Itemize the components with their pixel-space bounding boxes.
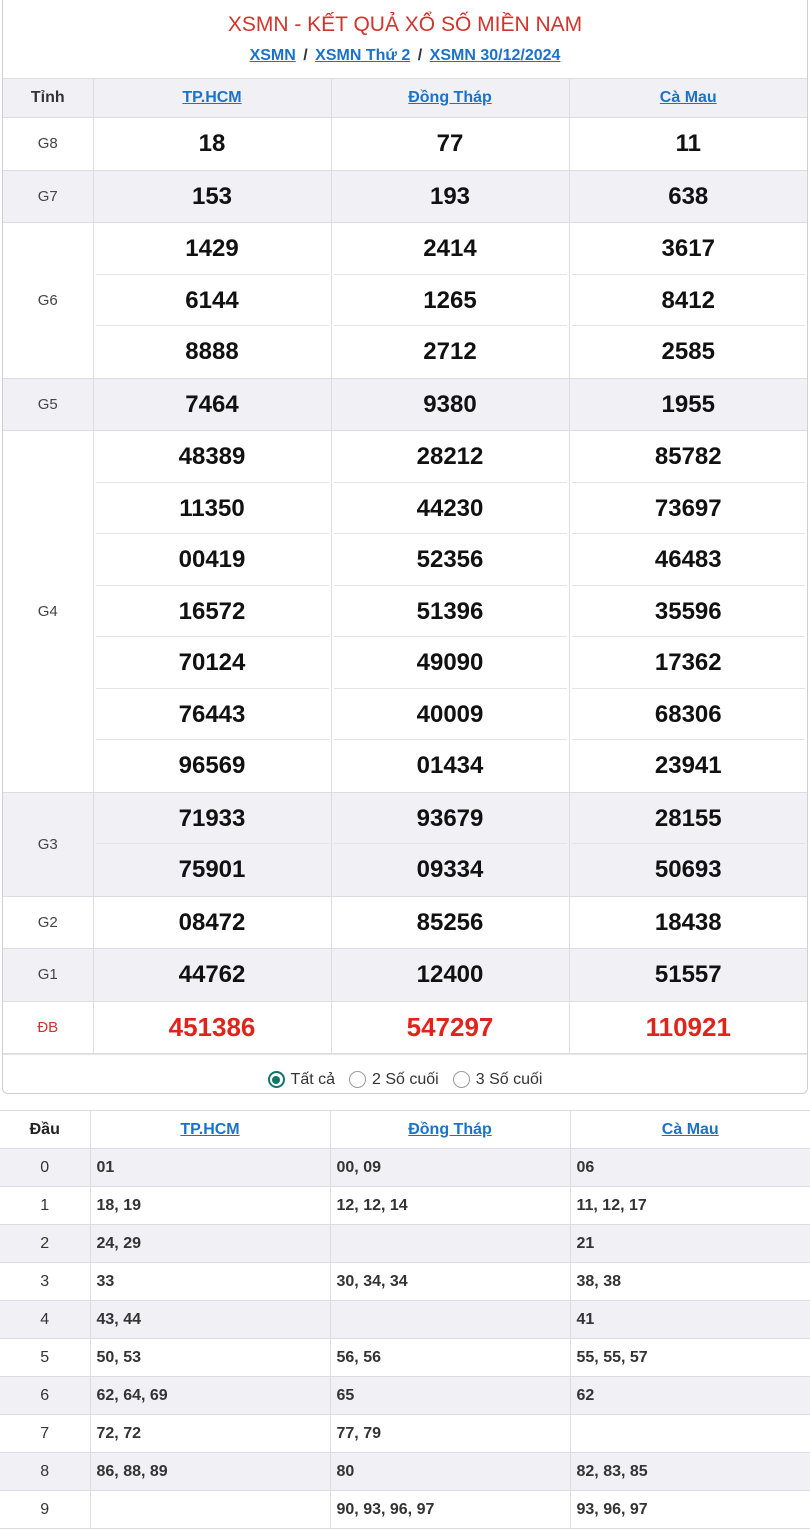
dau-values: 00, 09 — [330, 1149, 570, 1187]
dau-table — [0, 1110, 810, 1529]
dau-values: 72, 72 — [90, 1415, 330, 1453]
prize-number: 52356 — [334, 534, 567, 586]
prize-number: 16572 — [96, 586, 329, 638]
prize-number: 23941 — [654, 752, 722, 779]
prize-number: 50693 — [654, 856, 722, 883]
prize-cell — [93, 118, 331, 171]
dau-body — [0, 1149, 810, 1529]
prize-number: 11350 — [96, 483, 329, 535]
prize-number: 18 — [198, 130, 226, 157]
dau-digit: 6 — [0, 1377, 90, 1415]
dau-values: 62 — [570, 1377, 810, 1415]
prize-cell — [569, 118, 807, 171]
prize-cell — [93, 949, 331, 1002]
prize-label: G5 — [3, 378, 93, 431]
dau-values: 86, 88, 89 — [90, 1453, 330, 1491]
prize-number: 44230 — [334, 483, 567, 535]
dau-values: 18, 19 — [90, 1187, 330, 1225]
breadcrumb-separator: / — [417, 47, 423, 64]
prize-cell — [331, 1001, 569, 1054]
prize-number: 1955 — [661, 390, 715, 418]
dau-column-header: Đầu — [0, 1111, 90, 1149]
prize-cell — [331, 792, 569, 896]
prize-number: 18438 — [654, 908, 722, 936]
prize-number: 11 — [675, 130, 701, 157]
prize-row — [3, 1001, 807, 1054]
dau-province-link-dong-thap[interactable]: Đồng Tháp — [408, 1120, 492, 1138]
prize-number: 75901 — [178, 856, 246, 883]
prize-number: 1429 — [96, 223, 329, 275]
prize-cell — [331, 949, 569, 1002]
prize-number: 9380 — [423, 390, 477, 418]
dau-values: 21 — [570, 1225, 810, 1263]
prize-label: ĐB — [3, 1001, 93, 1054]
prize-cell — [569, 431, 807, 793]
dau-row — [0, 1339, 810, 1377]
dau-values: 77, 79 — [330, 1415, 570, 1453]
dau-values: 80 — [330, 1453, 570, 1491]
prize-number: 73697 — [572, 483, 806, 535]
dau-digit: 9 — [0, 1491, 90, 1529]
dau-values — [90, 1491, 330, 1529]
results-header-row — [3, 79, 807, 118]
prize-row — [3, 949, 807, 1002]
page-title: XSMN - KẾT QUẢ XỔ SỐ MIỀN NAM — [227, 13, 583, 36]
dau-digit: 8 — [0, 1453, 90, 1491]
prize-label: G1 — [3, 949, 93, 1002]
prize-cell — [569, 792, 807, 896]
dau-header-ca-mau — [570, 1111, 810, 1149]
dau-values: 55, 55, 57 — [570, 1339, 810, 1377]
dau-values: 50, 53 — [90, 1339, 330, 1377]
dau-values: 30, 34, 34 — [330, 1263, 570, 1301]
breadcrumb — [3, 46, 807, 66]
dau-row — [0, 1187, 810, 1225]
radio-button[interactable] — [349, 1071, 366, 1088]
prize-number: 17362 — [572, 637, 806, 689]
prize-cell — [93, 170, 331, 223]
breadcrumb-link-xsmn-weekday[interactable]: XSMN Thứ 2 — [315, 47, 411, 64]
results-table — [3, 78, 807, 1054]
prize-cell — [331, 170, 569, 223]
breadcrumb-link-xsmn-date[interactable]: XSMN 30/12/2024 — [429, 47, 561, 64]
prize-number: 6144 — [96, 275, 329, 327]
dau-digit: 0 — [0, 1149, 90, 1187]
dau-values: 33 — [90, 1263, 330, 1301]
prize-cell — [93, 223, 331, 379]
prize-label: G6 — [3, 223, 93, 379]
special-prize-number: 547297 — [406, 1011, 494, 1042]
dau-values: 01 — [90, 1149, 330, 1187]
prize-cell — [331, 223, 569, 379]
prize-number: 09334 — [416, 856, 484, 883]
prize-label: G3 — [3, 792, 93, 896]
dau-values: 65 — [330, 1377, 570, 1415]
prize-cell — [569, 949, 807, 1002]
province-header-ca-mau — [569, 79, 807, 118]
prize-cell — [93, 896, 331, 949]
prize-number: 1265 — [334, 275, 567, 327]
radio-button[interactable] — [268, 1071, 285, 1088]
dau-values — [570, 1415, 810, 1453]
prize-number: 2585 — [661, 338, 715, 365]
prize-number: 85782 — [572, 431, 806, 483]
dau-province-link-ca-mau[interactable]: Cà Mau — [661, 1120, 719, 1138]
prize-number: 71933 — [96, 793, 329, 845]
dau-row — [0, 1453, 810, 1491]
dau-row — [0, 1149, 810, 1187]
dau-values: 24, 29 — [90, 1225, 330, 1263]
breadcrumb-link-xsmn[interactable]: XSMN — [249, 47, 296, 64]
prize-number: 51557 — [654, 961, 722, 988]
prize-row — [3, 170, 807, 223]
filter-option-label: 2 Số cuối — [372, 1070, 439, 1088]
dau-row — [0, 1301, 810, 1339]
prize-number: 08472 — [178, 908, 246, 936]
prize-row — [3, 378, 807, 431]
dau-values — [330, 1301, 570, 1339]
prize-cell — [569, 170, 807, 223]
prize-number: 96569 — [178, 752, 246, 779]
prize-number: 46483 — [572, 534, 806, 586]
dau-digit: 4 — [0, 1301, 90, 1339]
prize-row — [3, 896, 807, 949]
special-prize-number: 451386 — [168, 1011, 256, 1042]
filter-option-label: 3 Số cuối — [475, 1070, 543, 1088]
prize-cell — [93, 1001, 331, 1054]
prize-number: 85256 — [416, 908, 484, 936]
prize-number: 28212 — [334, 431, 567, 483]
dau-values: 38, 38 — [570, 1263, 810, 1301]
dau-digit: 1 — [0, 1187, 90, 1225]
prize-cell — [569, 1001, 807, 1054]
prize-label: G8 — [3, 118, 93, 171]
province-link-dong-thap[interactable]: Đồng Tháp — [408, 89, 492, 106]
dau-province-link-tphcm[interactable]: TP.HCM — [180, 1120, 240, 1138]
prize-number: 8888 — [185, 338, 239, 365]
dau-values: 12, 12, 14 — [330, 1187, 570, 1225]
prize-cell — [93, 792, 331, 896]
province-link-ca-mau[interactable]: Cà Mau — [659, 89, 717, 106]
dau-values: 93, 96, 97 — [570, 1491, 810, 1529]
dau-digit: 7 — [0, 1415, 90, 1453]
prize-cell — [331, 431, 569, 793]
dau-values: 62, 64, 69 — [90, 1377, 330, 1415]
prize-cell — [93, 378, 331, 431]
dau-digit: 2 — [0, 1225, 90, 1263]
dau-row — [0, 1263, 810, 1301]
prize-number: 68306 — [572, 689, 806, 741]
filter-option[interactable] — [349, 1071, 439, 1089]
results-card — [2, 0, 808, 1094]
prize-row — [3, 431, 807, 793]
prize-number: 193 — [429, 182, 471, 210]
prize-number: 49090 — [334, 637, 567, 689]
dau-row — [0, 1225, 810, 1263]
prize-number: 8412 — [572, 275, 806, 327]
prize-cell — [569, 378, 807, 431]
prize-number: 638 — [668, 182, 709, 210]
prize-number: 28155 — [572, 793, 806, 845]
prize-number: 153 — [191, 182, 233, 210]
prize-number: 01434 — [416, 752, 484, 779]
prize-cell — [569, 223, 807, 379]
prize-number: 77 — [436, 130, 464, 157]
prize-label: G2 — [3, 896, 93, 949]
breadcrumb-separator: / — [303, 47, 308, 64]
filter-option[interactable] — [268, 1071, 335, 1089]
digit-filter — [3, 1054, 807, 1104]
prize-number: 35596 — [572, 586, 806, 638]
radio-button[interactable] — [453, 1071, 470, 1088]
province-header-tphcm — [93, 79, 331, 118]
prize-cell — [331, 378, 569, 431]
province-column-header: Tỉnh — [3, 79, 93, 118]
prize-number: 44762 — [178, 961, 246, 988]
filter-option[interactable] — [453, 1071, 543, 1089]
dau-values: 43, 44 — [90, 1301, 330, 1339]
prize-row — [3, 118, 807, 171]
province-link-tphcm[interactable]: TP.HCM — [182, 89, 242, 106]
prize-number: 70124 — [96, 637, 329, 689]
dau-row — [0, 1491, 810, 1529]
dau-digit: 3 — [0, 1263, 90, 1301]
prize-number: 12400 — [416, 961, 484, 988]
filter-option-label: Tất cả — [290, 1070, 336, 1088]
prize-number: 93679 — [334, 793, 567, 845]
prize-cell — [331, 118, 569, 171]
dau-values: 82, 83, 85 — [570, 1453, 810, 1491]
dau-row — [0, 1415, 810, 1453]
prize-number: 3617 — [572, 223, 806, 275]
dau-values — [330, 1225, 570, 1263]
dau-header-dong-thap — [330, 1111, 570, 1149]
prize-number: 00419 — [96, 534, 329, 586]
special-prize-number: 110921 — [645, 1011, 731, 1042]
prize-number: 40009 — [334, 689, 567, 741]
prize-row — [3, 792, 807, 896]
results-header — [3, 0, 807, 78]
prize-number: 2712 — [423, 338, 477, 365]
prize-cell — [569, 896, 807, 949]
dau-header-row — [0, 1111, 810, 1149]
dau-values: 11, 12, 17 — [570, 1187, 810, 1225]
dau-values: 41 — [570, 1301, 810, 1339]
dau-values: 90, 93, 96, 97 — [330, 1491, 570, 1529]
prize-number: 48389 — [96, 431, 329, 483]
dau-values: 56, 56 — [330, 1339, 570, 1377]
prize-number: 76443 — [96, 689, 329, 741]
prize-number: 2414 — [334, 223, 567, 275]
dau-row — [0, 1377, 810, 1415]
prize-label: G4 — [3, 431, 93, 793]
prize-row — [3, 223, 807, 379]
prize-cell — [93, 431, 331, 793]
province-header-dong-thap — [331, 79, 569, 118]
dau-digit: 5 — [0, 1339, 90, 1377]
dau-header-tphcm — [90, 1111, 330, 1149]
prize-number: 7464 — [185, 390, 239, 418]
results-body — [3, 118, 807, 1054]
dau-values: 06 — [570, 1149, 810, 1187]
prize-number: 51396 — [334, 586, 567, 638]
prize-label: G7 — [3, 170, 93, 223]
prize-cell — [331, 896, 569, 949]
